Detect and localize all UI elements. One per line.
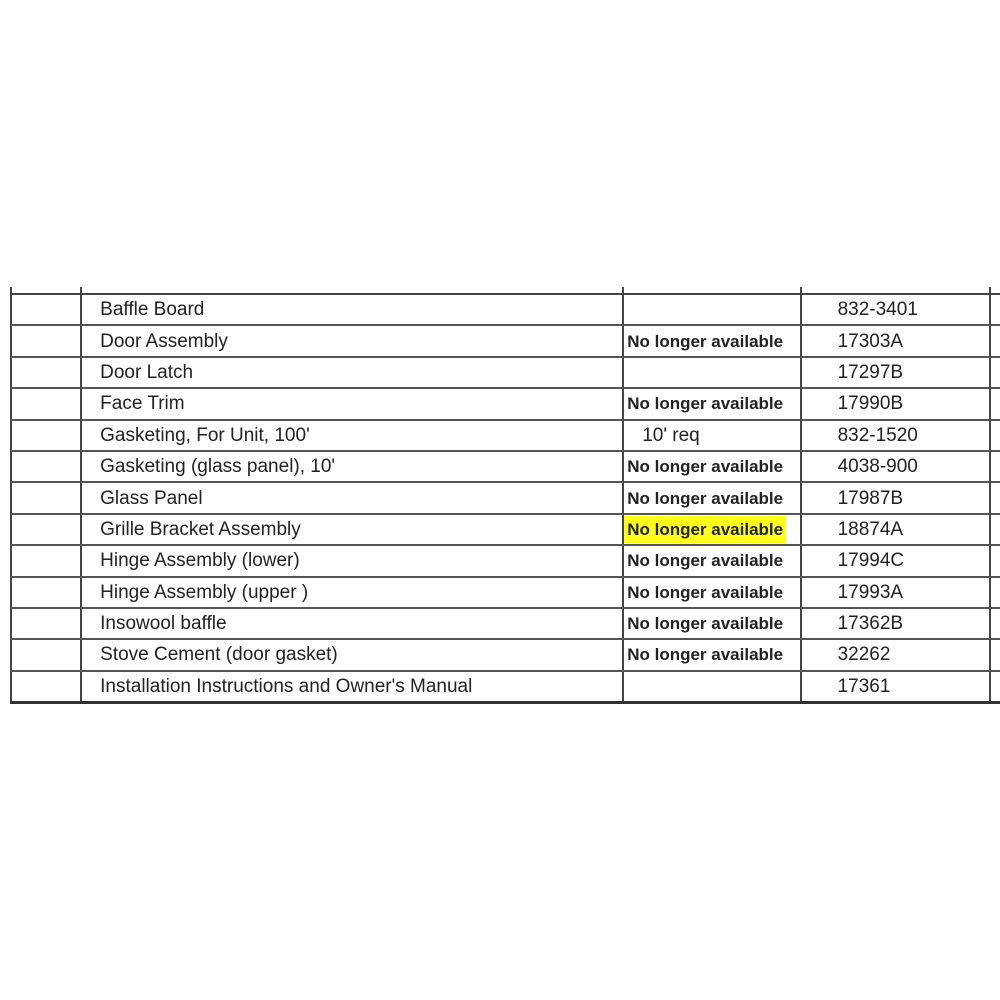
table-row	[11, 388, 1000, 419]
edge-cell	[990, 294, 1000, 325]
note-cell	[623, 287, 800, 294]
cropped-description-cell	[81, 287, 623, 294]
edge-cell	[990, 451, 1000, 482]
blank-cell	[11, 287, 81, 294]
availability-note-cell	[623, 357, 800, 388]
part-number-cell: 17297B	[801, 357, 990, 388]
description-cell: Grille Bracket Assembly	[81, 514, 623, 545]
description-cell: Baffle Board	[81, 294, 623, 325]
availability-note-cell	[623, 325, 800, 356]
table-row	[11, 482, 1000, 513]
availability-note: No longer available	[627, 582, 784, 602]
availability-note: No longer available	[627, 614, 784, 634]
table-row	[11, 294, 1000, 325]
part-number-cell	[801, 287, 990, 294]
part-number-cell: 17993A	[801, 577, 990, 608]
availability-note: 10' req	[642, 424, 700, 446]
table-row	[11, 325, 1000, 356]
blank-cell	[11, 671, 81, 703]
description-cell: Hinge Assembly (lower)	[81, 545, 623, 576]
description-cell: Insowool baffle	[81, 608, 623, 639]
description-cell: Gasketing (glass panel), 10'	[81, 451, 623, 482]
blank-cell	[11, 514, 81, 545]
parts-list-table	[10, 287, 1000, 704]
description-cell: Glass Panel	[81, 482, 623, 513]
availability-note-cell	[623, 294, 800, 325]
availability-note-cell	[623, 545, 800, 576]
availability-note: No longer available	[627, 488, 784, 508]
edge-cell	[990, 608, 1000, 639]
highlighted-availability-note: No longer available	[624, 516, 786, 543]
description-cell: Hinge Assembly (upper )	[81, 577, 623, 608]
table-row	[11, 451, 1000, 482]
availability-note: No longer available	[627, 457, 784, 477]
availability-note-cell	[623, 671, 800, 703]
table-row	[11, 545, 1000, 576]
table-row	[11, 577, 1000, 608]
part-number-cell: 17987B	[801, 482, 990, 513]
blank-cell	[11, 420, 81, 451]
availability-note: No longer available	[627, 645, 784, 665]
edge-cell	[990, 388, 1000, 419]
availability-note: No longer available	[627, 394, 784, 414]
table-row	[11, 608, 1000, 639]
part-number-cell: 17994C	[801, 545, 990, 576]
description-cell: Door Latch	[81, 357, 623, 388]
description-cell: Gasketing, For Unit, 100'	[81, 420, 623, 451]
edge-cell	[990, 325, 1000, 356]
availability-note-cell	[623, 420, 800, 451]
blank-cell	[11, 388, 81, 419]
blank-cell	[11, 639, 81, 670]
part-number-cell: 32262	[801, 639, 990, 670]
availability-note: No longer available	[627, 551, 784, 571]
edge-cell	[990, 577, 1000, 608]
blank-cell	[11, 482, 81, 513]
description-cell: Face Trim	[81, 388, 623, 419]
description-cell: Stove Cement (door gasket)	[81, 639, 623, 670]
table-row	[11, 357, 1000, 388]
part-number-cell: 17362B	[801, 608, 990, 639]
blank-cell	[11, 451, 81, 482]
edge-cell	[990, 357, 1000, 388]
part-number-cell: 17361	[801, 671, 990, 703]
blank-cell	[11, 577, 81, 608]
edge-cell	[990, 482, 1000, 513]
blank-cell	[11, 294, 81, 325]
parts-list-body	[11, 287, 1000, 703]
edge-cell	[990, 420, 1000, 451]
table-row	[11, 514, 1000, 545]
cropped-row	[11, 287, 1000, 294]
table-row	[11, 639, 1000, 670]
availability-note-cell	[623, 514, 800, 545]
table-row	[11, 671, 1000, 703]
blank-cell	[11, 325, 81, 356]
edge-cell	[990, 639, 1000, 670]
edge-cell	[990, 287, 1000, 294]
availability-note-cell	[623, 388, 800, 419]
part-number-cell: 18874A	[801, 514, 990, 545]
part-number-cell: 17990B	[801, 388, 990, 419]
description-cell: Door Assembly	[81, 325, 623, 356]
part-number-cell: 832-3401	[801, 294, 990, 325]
availability-note: No longer available	[627, 331, 784, 351]
description-cell: Installation Instructions and Owner's Manual	[81, 671, 623, 703]
table-row	[11, 420, 1000, 451]
availability-note-cell	[623, 482, 800, 513]
part-number-cell: 4038-900	[801, 451, 990, 482]
part-number-cell: 832-1520	[801, 420, 990, 451]
edge-cell	[990, 514, 1000, 545]
blank-cell	[11, 545, 81, 576]
availability-note-cell	[623, 608, 800, 639]
edge-cell	[990, 545, 1000, 576]
part-number-cell: 17303A	[801, 325, 990, 356]
availability-note-cell	[623, 639, 800, 670]
availability-note-cell	[623, 451, 800, 482]
availability-note-cell	[623, 577, 800, 608]
blank-cell	[11, 608, 81, 639]
edge-cell	[990, 671, 1000, 703]
blank-cell	[11, 357, 81, 388]
